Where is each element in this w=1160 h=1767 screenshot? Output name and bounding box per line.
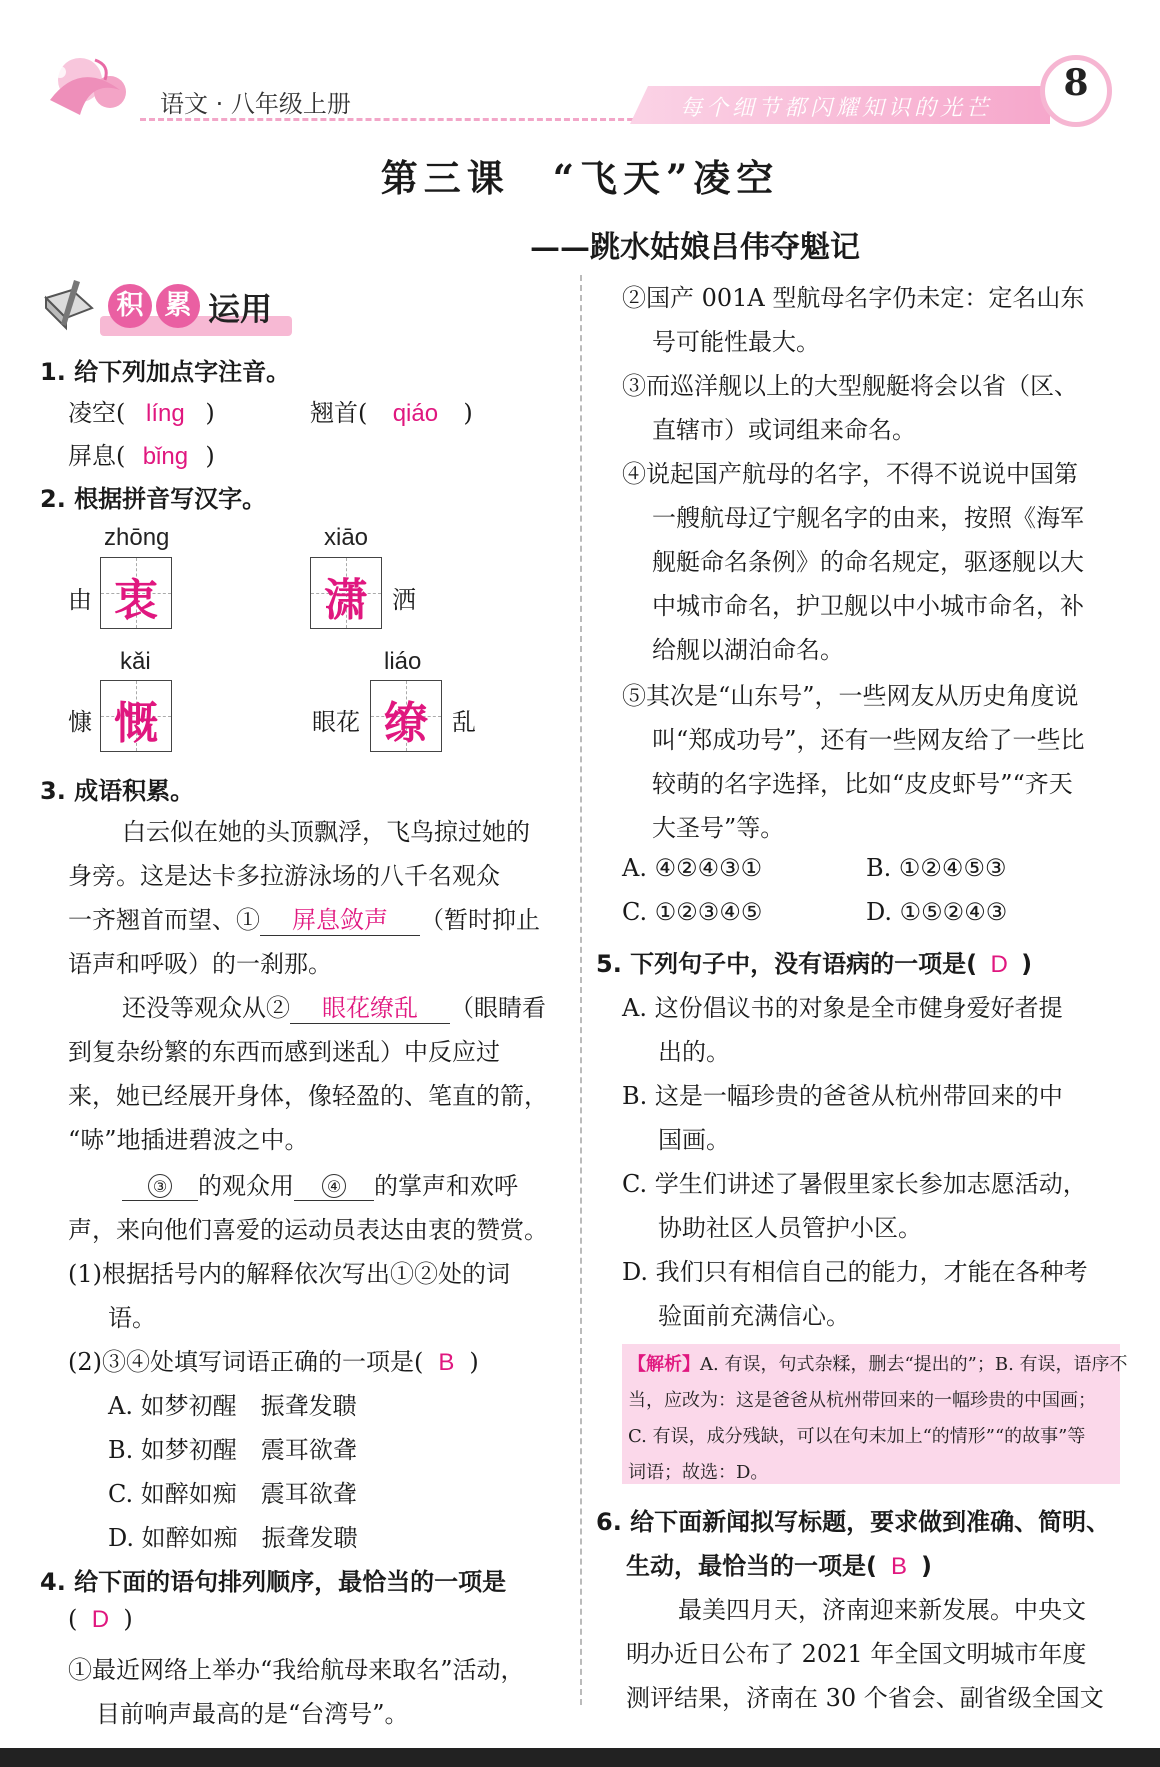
- q6-passage-line2: 明办近日公布了 2021 年全国文明城市年度: [626, 1640, 1087, 1668]
- q5-option-d-line1: D. 我们只有相信自己的能力，才能在各种考: [622, 1258, 1088, 1286]
- q4-option-a: A. ④②④③①: [622, 854, 763, 882]
- column-divider: [580, 275, 582, 1705]
- q3-stem: 3. 成语积累。: [40, 777, 195, 805]
- q6-stem-line1: 6. 给下面新闻拟写标题，要求做到准确、简明、: [596, 1508, 1111, 1536]
- q4-option-c: C. ①②③④⑤: [622, 898, 763, 926]
- q3-answer-2: 眼花缭乱: [290, 988, 450, 1024]
- q3-option-d: D. 如醉如痴 振聋发聩: [108, 1524, 358, 1552]
- q5-option-a-line2: 出的。: [658, 1038, 730, 1066]
- q1-stem: 1. 给下列加点字注音。: [40, 358, 291, 386]
- q3-p1-line4: 语声和呼吸）的一刹那。: [68, 950, 332, 978]
- q4-s5-line3: 较萌的名字选择，比如“皮皮虾号”“齐天: [652, 770, 1073, 798]
- q3-option-c: C. 如醉如痴 震耳欲聋: [108, 1480, 357, 1508]
- q4-s3-line1: ③而巡洋舰以上的大型舰艇将会以省（区、: [622, 372, 1078, 400]
- q4-option-d: D. ①⑤②④③: [866, 898, 1008, 926]
- answer-box-zhong: 衷: [100, 557, 172, 629]
- lesson-subtitle: ——跳水姑娘吕伟夺魁记: [530, 230, 860, 265]
- q4-s3-line2: 直辖市）或词组来命名。: [652, 416, 916, 444]
- q4-s5-line4: 大圣号”等。: [652, 814, 785, 842]
- q6-passage-line3: 测评结果，济南在 30 个省会、副省级全国文: [626, 1684, 1104, 1712]
- q4-s4-line4: 中城市命名，护卫舰以中小城市命名，补: [652, 592, 1084, 620]
- analysis-line2: 当，应改为：这是爸爸从杭州带回来的一幅珍贵的中国画；: [628, 1390, 1096, 1411]
- q4-s1-line2: 目前响声最高的是“台湾号”。: [96, 1700, 409, 1728]
- motto-text: 每个细节都闪耀知识的光芒: [680, 96, 993, 121]
- q4-s4-line2: 一艘航母辽宁舰名字的由来，按照《海军: [652, 504, 1084, 532]
- q4-answer-line: ( D ): [68, 1605, 133, 1633]
- q1-item-2: 翘首( qiáo ): [310, 399, 473, 427]
- q5-option-c-line2: 协助社区人员管护小区。: [658, 1214, 922, 1242]
- q2-before-4: 眼花: [312, 708, 360, 736]
- q4-s4-line3: 舰艇命名条例》的命名规定，驱逐舰以大: [652, 548, 1084, 576]
- q4-stem: 4. 给下面的语句排列顺序，最恰当的一项是: [40, 1568, 507, 1596]
- q4-option-b: B. ①②④⑤③: [866, 854, 1007, 882]
- q2-stem: 2. 根据拼音写汉字。: [40, 485, 267, 513]
- pinyin-zhong: zhōng: [104, 524, 170, 551]
- q5-option-b-line2: 国画。: [658, 1126, 730, 1154]
- subject-label: 语文 · 八年级上册: [160, 90, 351, 118]
- q3-p2-line1: 还没等观众从② 眼花缭乱 （眼睛看: [122, 988, 546, 1024]
- q3-p2-line4: “哧”地插进碧波之中。: [68, 1126, 309, 1154]
- pinyin-liao: liáo: [384, 648, 422, 675]
- q2-after-2: 洒: [392, 586, 416, 614]
- q5-option-b-line1: B. 这是一幅珍贵的爸爸从杭州带回来的中: [622, 1082, 1063, 1110]
- page-number: 8: [1063, 62, 1089, 104]
- q5-option-a-line1: A. 这份倡议书的对象是全市健身爱好者提: [622, 994, 1063, 1022]
- analysis-line3: C. 有误，成分残缺，可以在句末加上“的情形”“的故事”等: [628, 1426, 1086, 1447]
- answer-box-xiao: 潇: [310, 557, 382, 629]
- q3-sub2: (2)③④处填写词语正确的一项是( B ): [68, 1348, 479, 1376]
- section-title: 运用: [208, 290, 273, 328]
- q2-before-3: 慷: [68, 708, 92, 736]
- q3-p2-line2: 到复杂纷繁的东西而感到迷乱）中反应过: [68, 1038, 500, 1066]
- pinyin-xiao: xiāo: [324, 524, 369, 551]
- q4-s2-line1: ②国产 001A 型航母名字仍未定：定名山东: [622, 284, 1085, 312]
- q5-option-d-line2: 验面前充满信心。: [658, 1302, 850, 1330]
- q2-after-4: 乱: [452, 708, 476, 736]
- q3-sub1-line2: 语。: [108, 1304, 156, 1332]
- q3-p1-line1: 白云似在她的头顶飘浮，飞鸟掠过她的: [122, 818, 530, 846]
- q3-sub1-line1: (1)根据括号内的解释依次写出①②处的词: [68, 1260, 510, 1288]
- q3-p1-line3: 一齐翘首而望、① 屏息敛声 （暂时抑止: [68, 900, 540, 936]
- pinyin-kai: kǎi: [120, 648, 151, 675]
- q6-stem-line2: 生动，最恰当的一项是( B ): [626, 1552, 932, 1580]
- q4-s5-line2: 叫“郑成功号”，还有一些网友给了一些比: [652, 726, 1085, 754]
- section-badge-1: 积: [108, 284, 152, 328]
- q1-item-3: 屏息( bǐng ): [68, 442, 215, 470]
- q4-s5-line1: ⑤其次是“山东号”，一些网友从历史角度说: [622, 682, 1079, 710]
- q4-s4-line5: 给舰以湖泊命名。: [652, 636, 844, 664]
- q1-item-1: 凌空( líng ): [68, 399, 215, 427]
- answer-box-kai: 慨: [100, 680, 172, 752]
- section-badge-2: 累: [156, 284, 200, 328]
- q3-option-b: B. 如梦初醒 震耳欲聋: [108, 1436, 357, 1464]
- q3-p1-line2: 身旁。这是达卡多拉游泳场的八千名观众: [68, 862, 500, 890]
- analysis-tag: 【解析】: [628, 1354, 700, 1375]
- q6-passage-line1: 最美四月天，济南迎来新发展。中央文: [678, 1596, 1086, 1624]
- q4-s4-line1: ④说起国产航母的名字，不得不说说中国第: [622, 460, 1078, 488]
- q3-p3-line2: 声，来向他们喜爱的运动员表达由衷的赞赏。: [68, 1216, 548, 1244]
- answer-box-liao: 缭: [370, 680, 442, 752]
- q2-before-1: 由: [68, 586, 92, 614]
- q3-p3-line1: ③ 的观众用 ④ 的掌声和欢呼: [122, 1166, 518, 1201]
- lesson-title: 第三课 “飞天”凌空: [380, 156, 780, 200]
- q3-option-a: A. 如梦初醒 振聋发聩: [108, 1392, 357, 1420]
- footer-bar: [0, 1748, 1160, 1767]
- q3-answer-1: 屏息敛声: [260, 900, 420, 936]
- analysis-line1: 【解析】A. 有误，句式杂糅，删去“提出的”；B. 有误，语序不: [628, 1354, 1128, 1375]
- q5-stem: 5. 下列句子中，没有语病的一项是( D ): [596, 950, 1033, 978]
- q4-s2-line2: 号可能性最大。: [652, 328, 820, 356]
- q4-s1-line1: ①最近网络上举办“我给航母来取名”活动，: [68, 1656, 525, 1684]
- q5-option-c-line1: C. 学生们讲述了暑假里家长参加志愿活动，: [622, 1170, 1087, 1198]
- q3-p2-line3: 来，她已经展开身体，像轻盈的、笔直的箭，: [68, 1082, 548, 1110]
- book-pen-icon: [40, 278, 100, 338]
- analysis-line4: 词语；故选：D。: [628, 1462, 769, 1483]
